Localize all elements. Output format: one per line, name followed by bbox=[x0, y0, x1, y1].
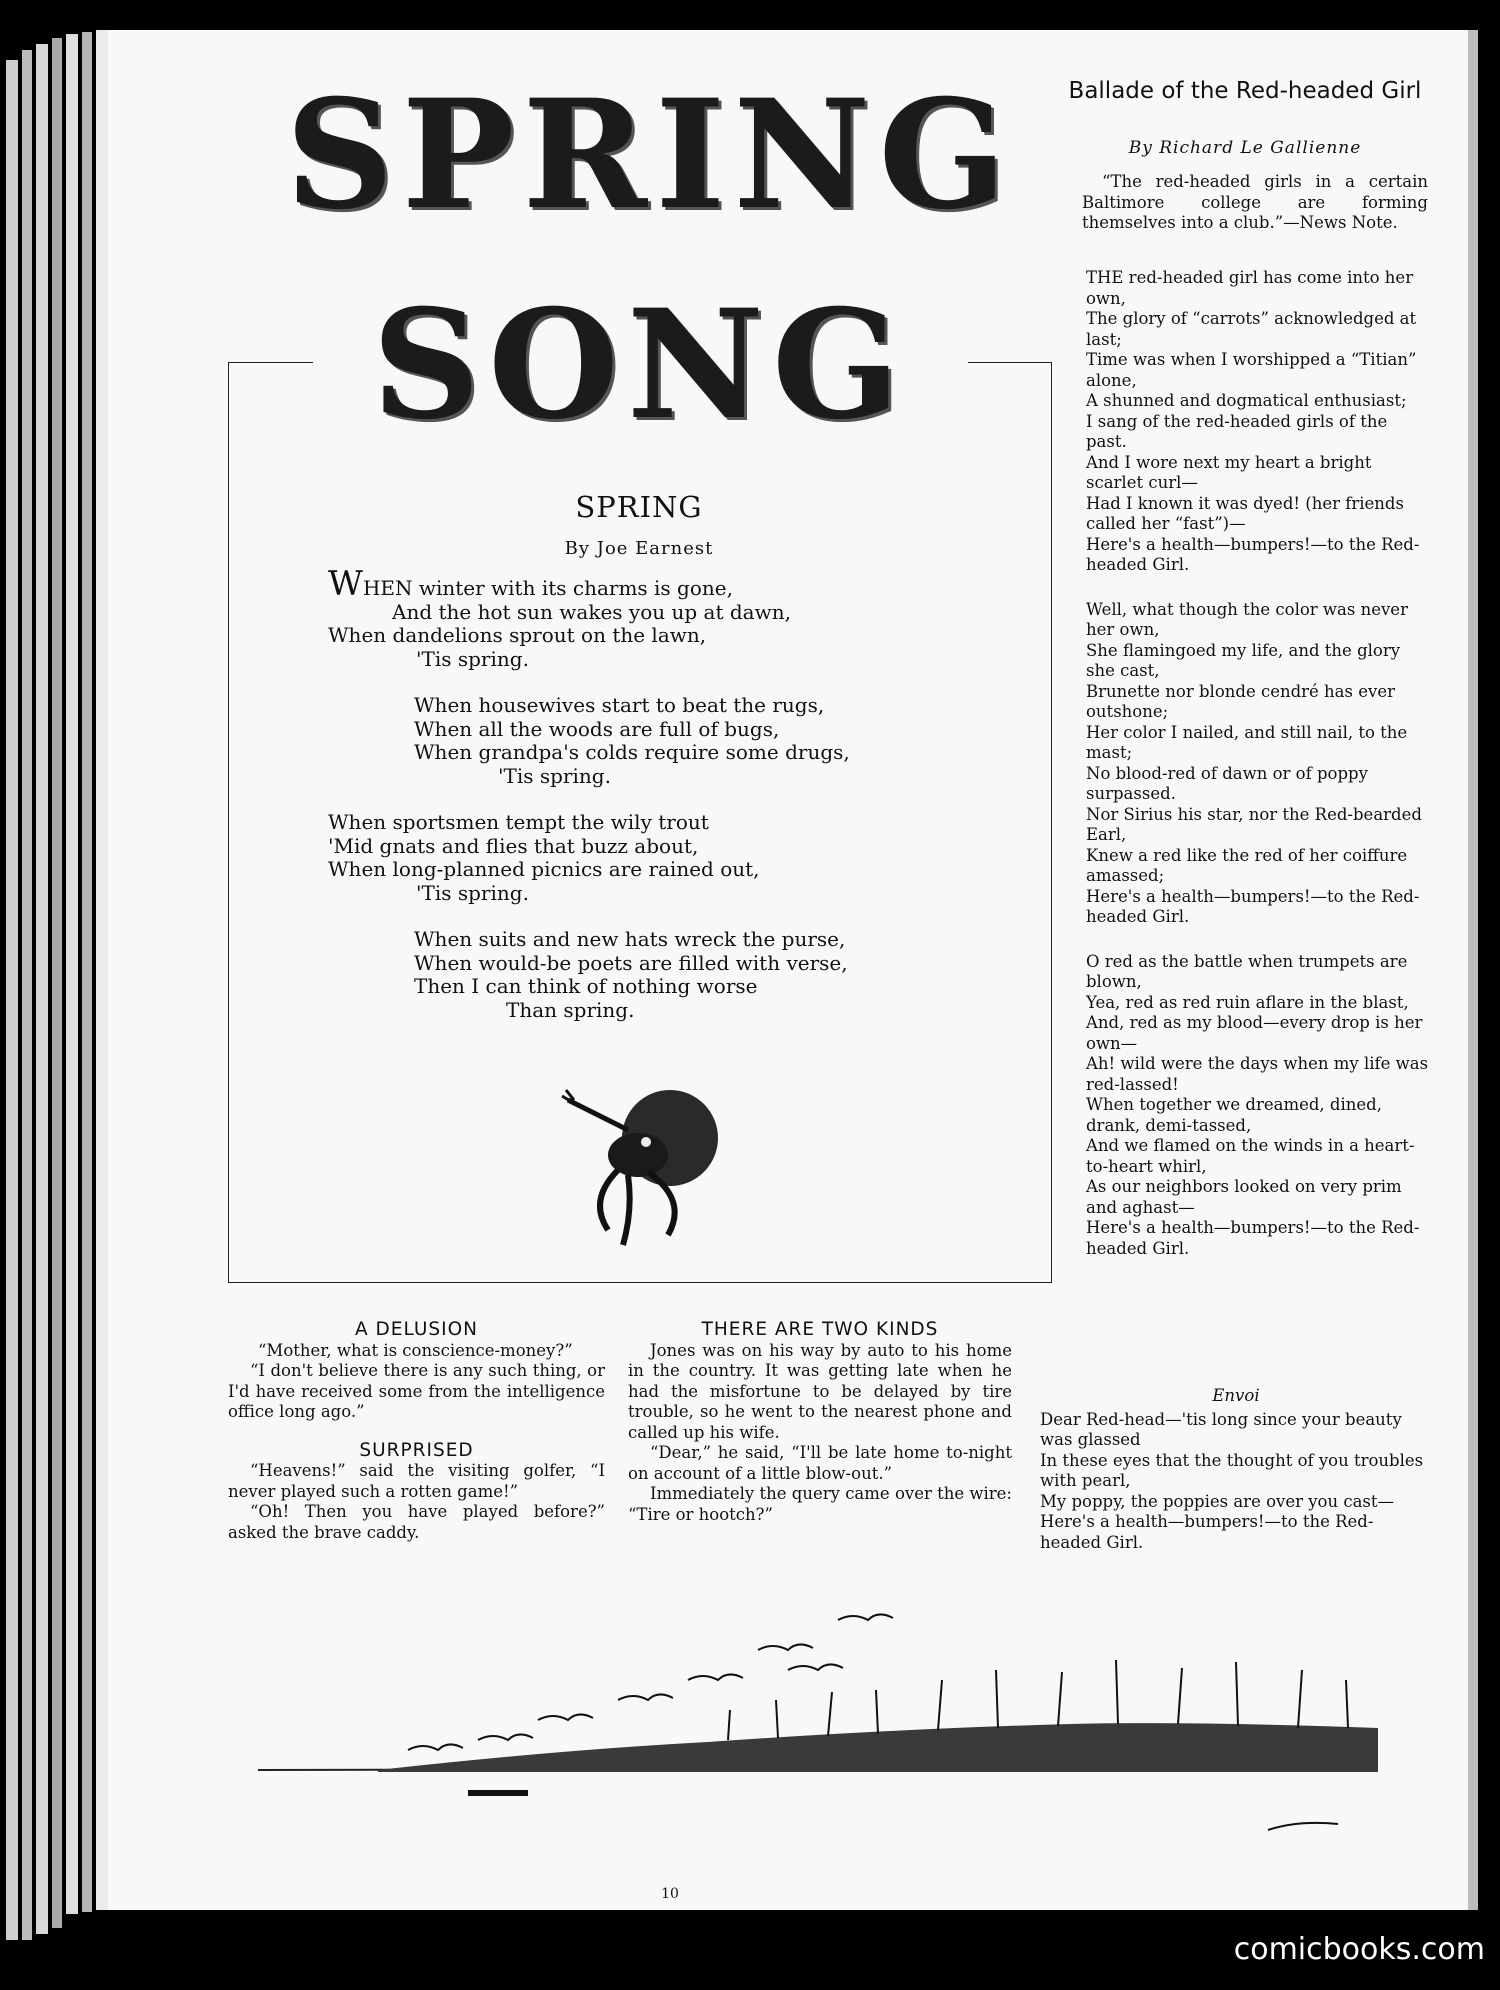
site-watermark: comicbooks.com bbox=[1233, 1932, 1485, 1967]
poem-line: When housewives start to beat the rugs, bbox=[414, 693, 825, 717]
poem-line: When suits and new hats wreck the purse, bbox=[414, 927, 846, 951]
ballade-stanza-1 bbox=[1040, 268, 1432, 576]
two-kinds-p3: Immediately the query came over the wire: “Tire or hootch?” bbox=[628, 1484, 1012, 1524]
ballade-line: The glory of “carrots” acknowledged at last; bbox=[1086, 309, 1417, 349]
poem-line: Than spring. bbox=[506, 997, 635, 1022]
ballade-title: Ballade of the Red-headed Girl bbox=[1068, 78, 1422, 104]
delusion-title: A DELUSION bbox=[355, 1319, 478, 1340]
ballade-line: I sang of the red-headed girls of the past. bbox=[1086, 411, 1388, 451]
two-kinds-title: THERE ARE TWO KINDS bbox=[701, 1319, 939, 1340]
ballade-line: Yea, red as red ruin aflare in the blast, bbox=[1086, 992, 1409, 1012]
ballade-line: When together we dreamed, dined, drank, demi-tassed, bbox=[1086, 1095, 1382, 1135]
ballade-line: Brunette nor blonde cendré has ever outshone; bbox=[1086, 681, 1395, 721]
column-two-kinds bbox=[628, 1320, 1012, 1525]
ballade-line: Time was when I worshipped a “Titian” alone, bbox=[1086, 350, 1417, 390]
column-delusion bbox=[228, 1320, 605, 1543]
ballade-line: Nor Sirius his star, nor the Red-bearded Earl, bbox=[1086, 804, 1422, 844]
poem-line: When all the woods are full of bugs, bbox=[414, 716, 780, 741]
ballade-line: And, red as my blood—every drop is her own— bbox=[1086, 1013, 1423, 1053]
ballade-line: Here's a health—bumpers!—to the Red-headed Girl. bbox=[1086, 534, 1420, 574]
poem-body bbox=[328, 564, 1028, 1022]
frog-moon-illustration bbox=[538, 1060, 738, 1250]
poem-line: 'Mid gnats and flies that buzz about, bbox=[328, 833, 699, 858]
poem-byline: By Joe Earnest bbox=[564, 538, 714, 559]
two-kinds-p2: “Dear,” he said, “I'll be late home to-night on account of a little blow-out.” bbox=[628, 1443, 1012, 1483]
envoi-line: Dear Red-head—'tis long since your beauty was glassed bbox=[1040, 1409, 1402, 1449]
ballade-line: O red as the battle when trumpets are blown, bbox=[1086, 951, 1408, 991]
ballade-line: Had I known it was dyed! (her friends called her “fast”)— bbox=[1086, 493, 1404, 533]
header-title-song: SONG bbox=[371, 277, 909, 453]
header-title-spring: SPRING bbox=[285, 67, 1015, 243]
poem-line: 'Tis spring. bbox=[416, 880, 529, 905]
envoi-title: Envoi bbox=[1212, 1386, 1260, 1405]
poem-line: 'Tis spring. bbox=[416, 646, 529, 671]
ballade-epigraph: “The red-headed girls in a certain Baltimore college are forming themselves into a club.”—News Note. bbox=[1082, 172, 1428, 232]
poem-line: When dandelions sprout on the lawn, bbox=[328, 623, 707, 647]
poem-line: 'Tis spring. bbox=[498, 763, 611, 788]
delusion-p1: “Mother, what is conscience-money?” bbox=[258, 1340, 573, 1360]
ballade-line: Her color I nailed, and still nail, to the mast; bbox=[1086, 722, 1408, 762]
box-top-rule-left bbox=[228, 362, 313, 363]
ballade-body bbox=[1040, 268, 1432, 1283]
ballade-line: THE red-headed girl has come into her own, bbox=[1086, 268, 1414, 308]
ballade-line: And I wore next my heart a bright scarlet curl— bbox=[1086, 452, 1372, 492]
poem-line: When would-be poets are filled with verse, bbox=[414, 950, 848, 975]
surprised-p1: “Heavens!” said the visiting golfer, “I never played such a rotten game!” bbox=[228, 1461, 605, 1501]
ballade-line: She flamingoed my life, and the glory she cast, bbox=[1086, 640, 1401, 680]
ballade-line: Here's a health—bumpers!—to the Red-headed Girl. bbox=[1086, 886, 1420, 926]
ballade-line: Here's a health—bumpers!—to the Red-headed Girl. bbox=[1086, 1218, 1420, 1258]
ballade-line: And we flamed on the winds in a heart-to-heart whirl, bbox=[1086, 1136, 1415, 1176]
ballade-line: Well, what though the color was never her own, bbox=[1086, 599, 1408, 639]
poem-line: And the hot sun wakes you up at dawn, bbox=[392, 599, 791, 624]
envoi-line: In these eyes that the thought of you troubles with pearl, bbox=[1040, 1450, 1424, 1490]
envoi-line: Here's a health—bumpers!—to the Red-headed Girl. bbox=[1040, 1512, 1374, 1552]
surprised-p2: “Oh! Then you have played before?” asked the brave caddy. bbox=[228, 1502, 605, 1542]
ballade-line: As our neighbors looked on very prim and aghast— bbox=[1086, 1177, 1402, 1217]
poem-title: SPRING bbox=[575, 490, 703, 524]
page-number: 10 bbox=[661, 1886, 679, 1902]
poem-line: When sportsmen tempt the wily trout bbox=[328, 810, 709, 834]
delusion-p2: “I don't believe there is any such thing, or I'd have received some from the intelligence office long ago.” bbox=[228, 1361, 605, 1421]
page-gutter bbox=[1468, 30, 1478, 1910]
ballade-line: Knew a red like the red of her coiffure amassed; bbox=[1086, 845, 1408, 885]
marsh-ducks-illustration bbox=[258, 1610, 1378, 1860]
two-kinds-p1: Jones was on his way by auto to his home in the country. It was getting late when he had the misfortune to be delayed by tire trouble, so he went to the nearest phone and called up his wife. bbox=[628, 1340, 1012, 1442]
poem-line: Then I can think of nothing worse bbox=[414, 974, 758, 998]
ballade-byline: By Richard Le Gallienne bbox=[1128, 138, 1362, 158]
ballade-line: A shunned and dogmatical enthusiast; bbox=[1086, 391, 1407, 410]
ballade-stanza-3 bbox=[1040, 952, 1432, 1260]
envoi-line: My poppy, the poppies are over you cast— bbox=[1040, 1491, 1395, 1511]
poem-line: WHEN winter with its charms is gone, bbox=[328, 564, 733, 604]
surprised-title: SURPRISED bbox=[359, 1439, 474, 1461]
drop-cap: W bbox=[328, 564, 363, 604]
ballade-envoi bbox=[1040, 1386, 1432, 1553]
ballade-line: No blood-red of dawn or of poppy surpassed. bbox=[1086, 763, 1368, 803]
ballade-line: Ah! wild were the days when my life was red-lassed! bbox=[1086, 1054, 1429, 1094]
poem-line: When grandpa's colds require some drugs, bbox=[414, 740, 850, 764]
ballade-stanza-2 bbox=[1040, 600, 1432, 928]
poem-line: When long-planned picnics are rained out, bbox=[328, 857, 760, 881]
